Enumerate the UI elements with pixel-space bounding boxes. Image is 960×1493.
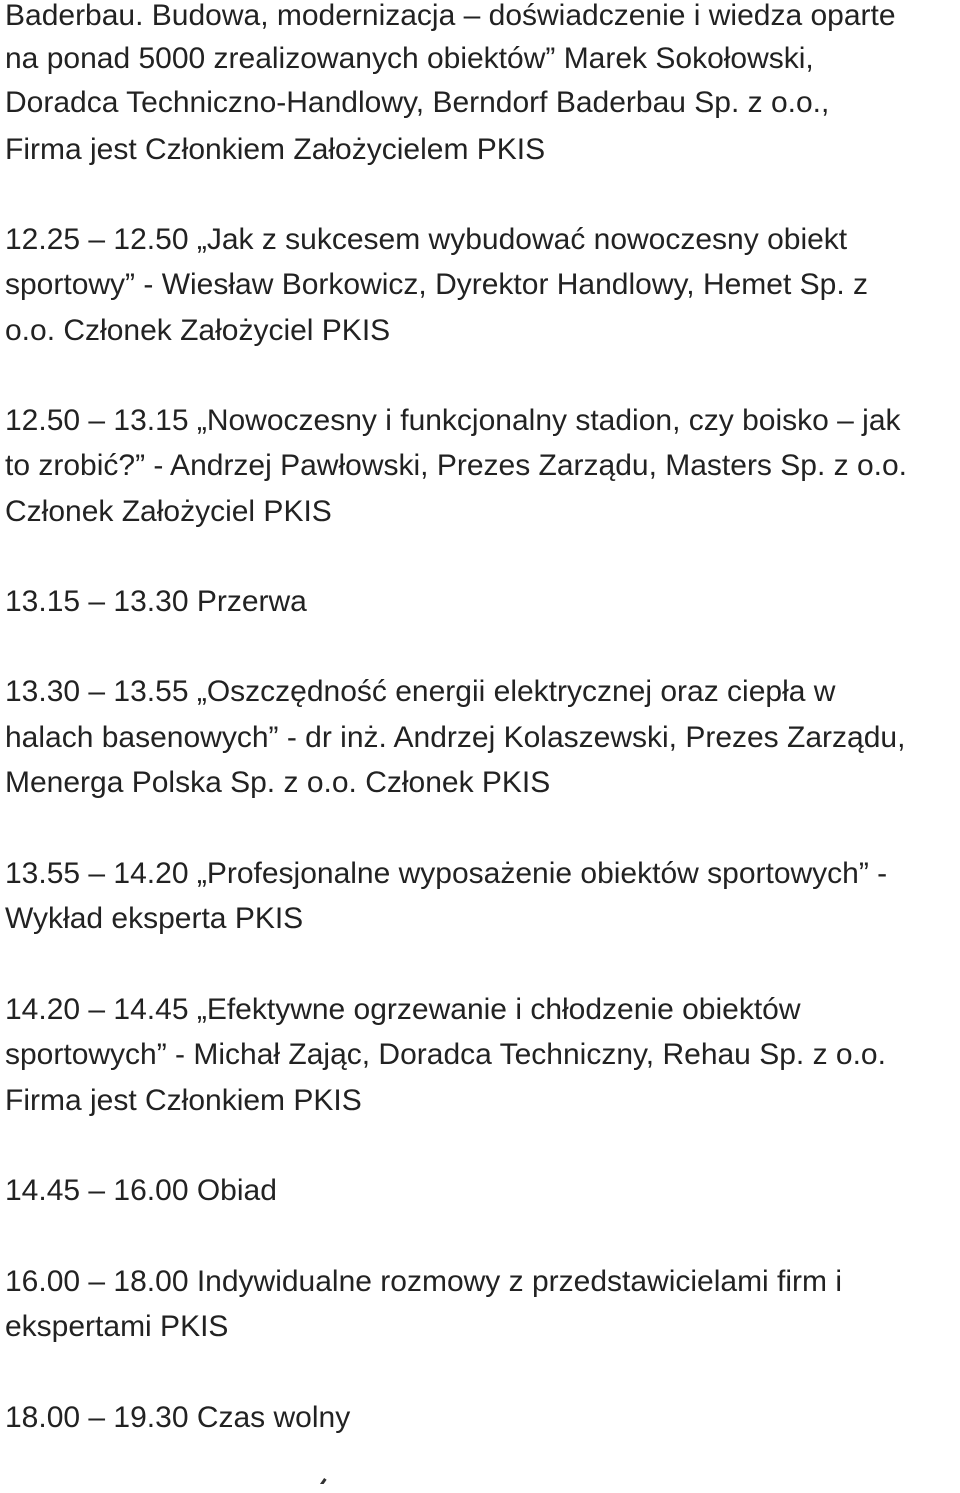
text-line-16: Wykład eksperta PKIS bbox=[5, 902, 304, 935]
text-line-9: to zrobić?” - Andrzej Pawłowski, Prezes Zarządu, Masters Sp. z o.o. bbox=[5, 449, 908, 482]
text-line-8: 12.50 – 13.15 „Nowoczesny i funkcjonalny stadion, czy boisko – jak bbox=[5, 404, 901, 437]
text-line-14: Menerga Polska Sp. z o.o. Członek PKIS bbox=[5, 766, 551, 799]
text-line-15: 13.55 – 14.20 „Profesjonalne wyposażenie obiektów sportowych” - bbox=[5, 857, 888, 890]
text-line-20: 14.45 – 16.00 Obiad bbox=[5, 1174, 277, 1207]
text-line-18: sportowych” - Michał Zając, Doradca Techniczny, Rehau Sp. z o.o. bbox=[5, 1038, 886, 1071]
text-line-1: Baderbau. Budowa, modernizacja – doświadczenie i wiedza oparte bbox=[5, 0, 896, 32]
text-line-12: 13.30 – 13.55 „Oszczędność energii elektrycznej oraz ciepła w bbox=[5, 675, 836, 708]
text-line-13: halach basenowych” - dr inż. Andrzej Kolaszewski, Prezes Zarządu, bbox=[5, 721, 906, 754]
text-line-11: 13.15 – 13.30 Przerwa bbox=[5, 585, 307, 618]
text-line-4: Firma jest Członkiem Założycielem PKIS bbox=[5, 133, 546, 166]
text-line-2: na ponad 5000 zrealizowanych obiektów” Marek Sokołowski, bbox=[5, 42, 814, 75]
text-line-5: 12.25 – 12.50 „Jak z sukcesem wybudować nowoczesny obiekt bbox=[5, 223, 848, 256]
text-line-21: 16.00 – 18.00 Indywidualne rozmowy z przedstawicielami firm i bbox=[5, 1265, 843, 1298]
text-line-19: Firma jest Członkiem PKIS bbox=[5, 1084, 362, 1117]
text-line-10: Członek Założyciel PKIS bbox=[5, 495, 332, 528]
text-line-6: sportowy” - Wiesław Borkowicz, Dyrektor Handlowy, Hemet Sp. z bbox=[5, 268, 868, 301]
text-line-17: 14.20 – 14.45 „Efektywne ogrzewanie i chłodzenie obiektów bbox=[5, 993, 801, 1026]
cutoff-accent-mark bbox=[318, 1478, 328, 1484]
text-line-22: ekspertami PKIS bbox=[5, 1310, 229, 1343]
text-line-23: 18.00 – 19.30 Czas wolny bbox=[5, 1401, 351, 1434]
text-line-3: Doradca Techniczno-Handlowy, Berndorf Baderbau Sp. z o.o., bbox=[5, 86, 830, 119]
text-line-7: o.o. Członek Założyciel PKIS bbox=[5, 314, 391, 347]
